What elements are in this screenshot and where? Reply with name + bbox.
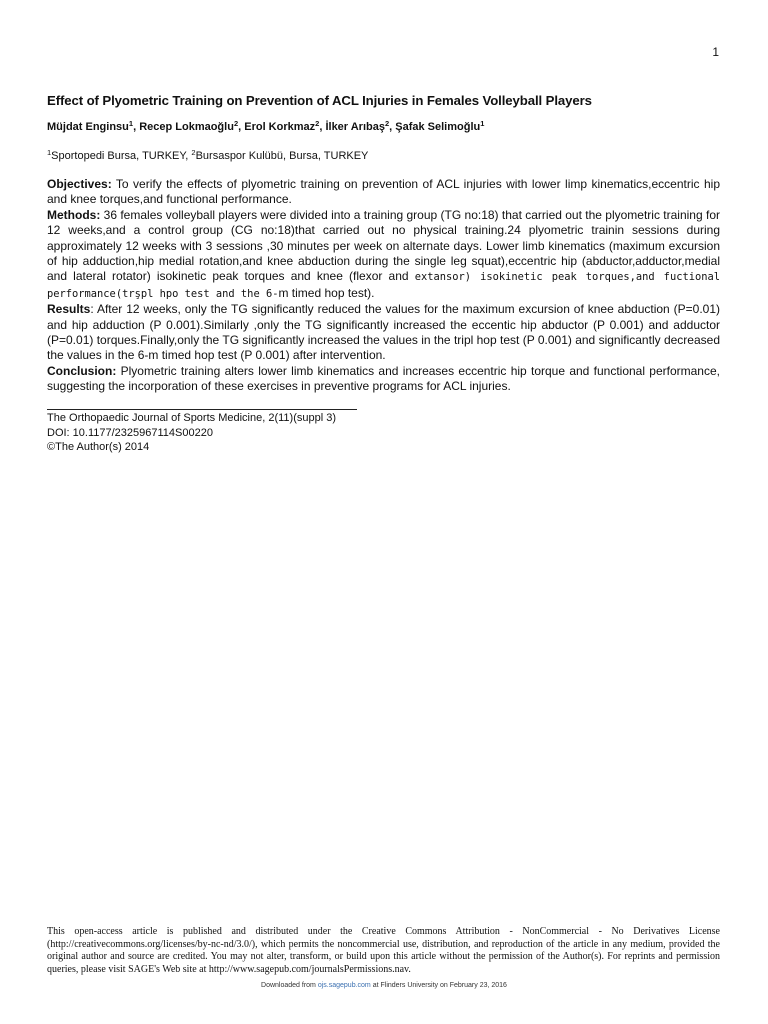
methods-text-mono: extansor) isokinetic peak torques,and fuctional performance(trşpl hpo test and the 6- (47, 271, 720, 300)
author-affiliation-marker: 1 (128, 119, 134, 128)
journal-citation: The Orthopaedic Journal of Sports Medicine, 2(11)(suppl 3) (47, 412, 336, 424)
author-name: İlker Arıbaş (325, 121, 385, 133)
license-notice: This open-access article is published and distributed under the Creative Commons Attribution - NonCommercial - No Derivatives License (http://creativecommons.org/licenses/by-nc-nd/3.0/), which permits the noncommercial use, distribution, and reproduction of the article in any medium, provided the original author and source are credited. You may not alter, transform, or build upon this article without the permission of the Author(s). For reprints and permission queries, please visit SAGE's Web site at http://www.sagepub.com/journalsPermissions.nav. (47, 926, 720, 975)
download-link[interactable]: ojs.sagepub.com (317, 982, 371, 989)
paper-title: Effect of Plyometric Training on Prevention of ACL Injuries in Females Volleyball Players (47, 93, 592, 108)
methods-paragraph (47, 208, 720, 302)
author-separator: , (133, 121, 140, 133)
journal-doi: DOI: 10.1177/2325967114S00220 (47, 426, 213, 439)
results-heading: Results (47, 302, 91, 317)
author-separator: , (238, 121, 245, 133)
affiliation-marker: 1 (47, 148, 52, 157)
author-affiliation-marker: 2 (233, 119, 239, 128)
affiliation-text: Sportopedi Bursa, TURKEY, (51, 150, 192, 162)
author-affiliation-marker: 1 (480, 119, 485, 128)
author-affiliation-marker: 2 (315, 119, 320, 128)
conclusion-text: Plyometric training alters lower limb kinematics and increases eccentric hip torque and functional performance, suggesting the incorporation of these exercises in preventive programs for ACL injuries. (47, 363, 720, 394)
download-notice (0, 982, 768, 989)
author-separator: , (319, 121, 326, 133)
methods-text-tail: m timed hop test). (278, 285, 375, 300)
download-suffix: at Flinders University on February 23, 2016 (370, 982, 507, 989)
journal-copyright: ©The Author(s) 2014 (47, 441, 150, 454)
objectives-text: To verify the effects of plyometric training on prevention of ACL injuries with lower limp kinematics,eccentric hip and knee torques,and functional performance. (47, 177, 720, 207)
author-list (47, 121, 727, 133)
objectives-paragraph (47, 177, 720, 208)
author-name: Şafak Selimoğlu (395, 121, 481, 133)
affiliation-text: Bursaspor Kulübü, Bursa, TURKEY (195, 150, 369, 162)
affiliation-marker: 2 (191, 148, 196, 157)
page-number: 1 (712, 45, 719, 59)
author-separator: , (389, 121, 396, 133)
author-name: Müjdat Enginsu (47, 121, 129, 133)
conclusion-heading: Conclusion: (47, 363, 117, 378)
methods-text: 36 females volleyball players were divided into a training group (TG no:18) that carried out the plyometric training for 12 weeks,and a control group (CG no:18)that carried out no physical training.24 plyometric trainin sessions during approximately 12 weeks with 3 sessions ,30 minutes per week on alternate days. Lower limb kinematics (maximum excursion of hip adduction,hip medial rotation,and knee abduction during the single leg squat),eccentric hip (abductor,adductor,medial and lateral rotator) isokinetic peak torques and knee (flexor and (47, 207, 720, 284)
author-name: Erol Korkmaz (244, 121, 316, 133)
objectives-heading: Objectives: (47, 177, 112, 191)
download-prefix: Downloaded from (261, 982, 318, 989)
author-name: Recep Lokmaoğlu (139, 121, 234, 133)
conclusion-paragraph (47, 364, 720, 395)
footnote-divider (47, 409, 357, 410)
author-affiliation-marker: 2 (384, 119, 390, 128)
results-paragraph (47, 302, 720, 364)
journal-info (47, 411, 336, 455)
methods-heading: Methods: (47, 207, 101, 222)
results-text: : After 12 weeks, only the TG significantly reduced the values for the maximum excursion of knee abduction (P=0.01) and hip adduction (P 0.001).Similarly ,only the TG significantly increased the eccentic hip abductor (P 0.001) and adductor (P=0.01) torques.Finally,only the TG significantly increased the values in the tripl hop test (P 0.001) and significantly decreased the values in the 6-m timed hop test (P 0.001) after intervention. (47, 302, 720, 363)
abstract (47, 177, 720, 395)
affiliations (47, 150, 727, 162)
